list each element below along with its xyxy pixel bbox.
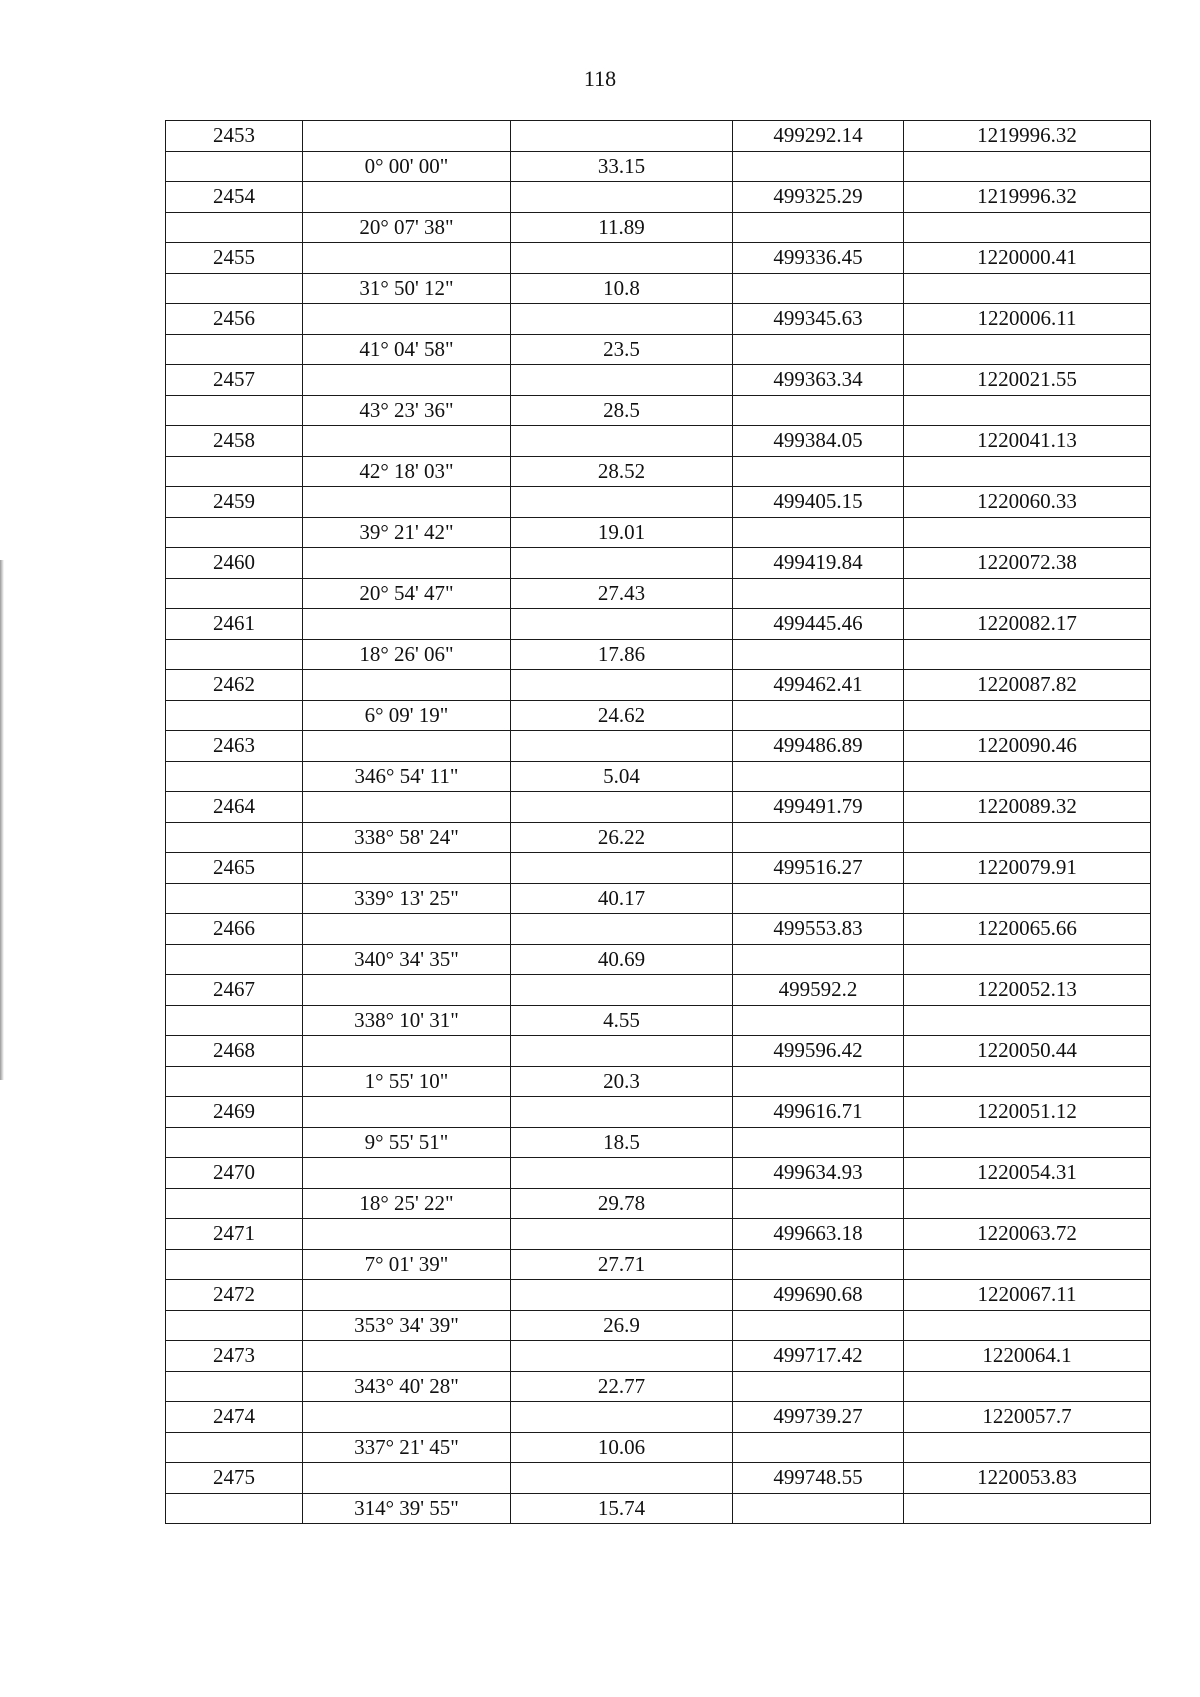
northing-cell: 499363.34 [733,365,904,396]
course-row [166,1432,1151,1463]
empty-cell [166,151,303,182]
empty-cell [303,426,511,457]
bearing-cell: 337° 21' 45" [303,1432,511,1463]
empty-cell [904,1493,1151,1524]
course-row [166,334,1151,365]
empty-cell [166,1188,303,1219]
empty-cell [511,548,733,579]
course-row [166,1371,1151,1402]
station-row [166,1402,1151,1433]
station-cell: 2462 [166,670,303,701]
empty-cell [511,853,733,884]
empty-cell [733,822,904,853]
empty-cell [511,426,733,457]
distance-cell: 28.52 [511,456,733,487]
empty-cell [904,151,1151,182]
station-cell: 2455 [166,243,303,274]
empty-cell [904,883,1151,914]
empty-cell [733,1432,904,1463]
empty-cell [303,1402,511,1433]
easting-cell: 1220050.44 [904,1036,1151,1067]
station-row [166,1036,1151,1067]
empty-cell [511,609,733,640]
empty-cell [733,1371,904,1402]
station-row [166,426,1151,457]
empty-cell [511,1341,733,1372]
bearing-cell: 20° 54' 47" [303,578,511,609]
station-row [166,304,1151,335]
empty-cell [904,1188,1151,1219]
bearing-cell: 43° 23' 36" [303,395,511,426]
station-cell: 2464 [166,792,303,823]
station-row [166,975,1151,1006]
course-row [166,1005,1151,1036]
station-row [166,1341,1151,1372]
station-cell: 2466 [166,914,303,945]
empty-cell [904,456,1151,487]
course-row [166,822,1151,853]
bearing-cell: 1° 55' 10" [303,1066,511,1097]
empty-cell [511,914,733,945]
empty-cell [733,944,904,975]
empty-cell [733,700,904,731]
easting-cell: 1220052.13 [904,975,1151,1006]
station-cell: 2470 [166,1158,303,1189]
distance-cell: 11.89 [511,212,733,243]
station-cell: 2471 [166,1219,303,1250]
easting-cell: 1220060.33 [904,487,1151,518]
empty-cell [303,121,511,152]
empty-cell [904,639,1151,670]
empty-cell [733,639,904,670]
empty-cell [511,182,733,213]
empty-cell [733,1249,904,1280]
distance-cell: 4.55 [511,1005,733,1036]
empty-cell [511,243,733,274]
empty-cell [904,1432,1151,1463]
empty-cell [166,517,303,548]
empty-cell [303,243,511,274]
easting-cell: 1220065.66 [904,914,1151,945]
easting-cell: 1219996.32 [904,121,1151,152]
northing-cell: 499491.79 [733,792,904,823]
empty-cell [733,1188,904,1219]
bearing-cell: 0° 00' 00" [303,151,511,182]
northing-cell: 499462.41 [733,670,904,701]
scan-edge-shadow [0,560,4,1080]
easting-cell: 1220006.11 [904,304,1151,335]
empty-cell [904,761,1151,792]
distance-cell: 40.69 [511,944,733,975]
empty-cell [166,1005,303,1036]
empty-cell [733,578,904,609]
northing-cell: 499325.29 [733,182,904,213]
northing-cell: 499336.45 [733,243,904,274]
empty-cell [303,1097,511,1128]
empty-cell [733,273,904,304]
station-cell: 2472 [166,1280,303,1311]
course-row [166,944,1151,975]
empty-cell [511,670,733,701]
easting-cell: 1220082.17 [904,609,1151,640]
empty-cell [733,1493,904,1524]
course-row [166,212,1151,243]
bearing-cell: 9° 55' 51" [303,1127,511,1158]
course-row [166,456,1151,487]
northing-cell: 499419.84 [733,548,904,579]
station-cell: 2458 [166,426,303,457]
empty-cell [904,1005,1151,1036]
distance-cell: 33.15 [511,151,733,182]
station-row [166,1097,1151,1128]
survey-table-body [166,121,1151,1524]
empty-cell [511,1097,733,1128]
distance-cell: 23.5 [511,334,733,365]
empty-cell [303,304,511,335]
empty-cell [511,731,733,762]
course-row [166,517,1151,548]
empty-cell [166,1249,303,1280]
bearing-cell: 340° 34' 35" [303,944,511,975]
empty-cell [166,578,303,609]
northing-cell: 499663.18 [733,1219,904,1250]
empty-cell [733,151,904,182]
empty-cell [166,700,303,731]
northing-cell: 499553.83 [733,914,904,945]
station-cell: 2469 [166,1097,303,1128]
empty-cell [166,822,303,853]
course-row [166,639,1151,670]
course-row [166,151,1151,182]
empty-cell [166,456,303,487]
empty-cell [733,212,904,243]
bearing-cell: 343° 40' 28" [303,1371,511,1402]
station-row [166,609,1151,640]
bearing-cell: 346° 54' 11" [303,761,511,792]
northing-cell: 499634.93 [733,1158,904,1189]
empty-cell [303,1341,511,1372]
distance-cell: 10.8 [511,273,733,304]
empty-cell [733,517,904,548]
easting-cell: 1220064.1 [904,1341,1151,1372]
station-row [166,121,1151,152]
station-row [166,1280,1151,1311]
empty-cell [166,1371,303,1402]
bearing-cell: 7° 01' 39" [303,1249,511,1280]
northing-cell: 499739.27 [733,1402,904,1433]
empty-cell [511,1280,733,1311]
empty-cell [303,1158,511,1189]
empty-cell [166,395,303,426]
empty-cell [166,1493,303,1524]
empty-cell [733,395,904,426]
empty-cell [303,731,511,762]
empty-cell [303,487,511,518]
bearing-cell: 42° 18' 03" [303,456,511,487]
distance-cell: 29.78 [511,1188,733,1219]
empty-cell [511,304,733,335]
bearing-cell: 353° 34' 39" [303,1310,511,1341]
bearing-cell: 31° 50' 12" [303,273,511,304]
easting-cell: 1220087.82 [904,670,1151,701]
empty-cell [166,639,303,670]
station-row [166,1463,1151,1494]
northing-cell: 499592.2 [733,975,904,1006]
distance-cell: 24.62 [511,700,733,731]
course-row [166,1493,1151,1524]
station-cell: 2468 [166,1036,303,1067]
empty-cell [511,1219,733,1250]
easting-cell: 1220063.72 [904,1219,1151,1250]
course-row [166,761,1151,792]
northing-cell: 499748.55 [733,1463,904,1494]
empty-cell [166,212,303,243]
empty-cell [904,1249,1151,1280]
station-cell: 2461 [166,609,303,640]
empty-cell [511,487,733,518]
empty-cell [511,792,733,823]
empty-cell [511,121,733,152]
northing-cell: 499690.68 [733,1280,904,1311]
bearing-cell: 41° 04' 58" [303,334,511,365]
empty-cell [733,334,904,365]
distance-cell: 40.17 [511,883,733,914]
empty-cell [166,761,303,792]
course-row [166,700,1151,731]
easting-cell: 1220041.13 [904,426,1151,457]
distance-cell: 26.22 [511,822,733,853]
distance-cell: 27.43 [511,578,733,609]
distance-cell: 22.77 [511,1371,733,1402]
empty-cell [904,1066,1151,1097]
empty-cell [303,670,511,701]
empty-cell [904,395,1151,426]
empty-cell [904,1371,1151,1402]
easting-cell: 1219996.32 [904,182,1151,213]
empty-cell [904,944,1151,975]
easting-cell: 1220021.55 [904,365,1151,396]
distance-cell: 19.01 [511,517,733,548]
empty-cell [904,1127,1151,1158]
distance-cell: 26.9 [511,1310,733,1341]
course-row [166,1127,1151,1158]
bearing-cell: 338° 10' 31" [303,1005,511,1036]
easting-cell: 1220079.91 [904,853,1151,884]
station-cell: 2460 [166,548,303,579]
empty-cell [733,1310,904,1341]
easting-cell: 1220053.83 [904,1463,1151,1494]
station-cell: 2475 [166,1463,303,1494]
empty-cell [511,1402,733,1433]
distance-cell: 18.5 [511,1127,733,1158]
empty-cell [511,365,733,396]
distance-cell: 27.71 [511,1249,733,1280]
empty-cell [904,822,1151,853]
empty-cell [303,1280,511,1311]
course-row [166,883,1151,914]
easting-cell: 1220090.46 [904,731,1151,762]
station-cell: 2459 [166,487,303,518]
northing-cell: 499516.27 [733,853,904,884]
station-cell: 2456 [166,304,303,335]
course-row [166,578,1151,609]
empty-cell [733,1066,904,1097]
station-cell: 2463 [166,731,303,762]
bearing-cell: 18° 25' 22" [303,1188,511,1219]
empty-cell [733,1005,904,1036]
page-number: 118 [583,66,617,91]
bearing-cell: 18° 26' 06" [303,639,511,670]
station-cell: 2465 [166,853,303,884]
course-row [166,1188,1151,1219]
northing-cell: 499292.14 [733,121,904,152]
station-row [166,670,1151,701]
empty-cell [303,792,511,823]
empty-cell [303,548,511,579]
empty-cell [303,975,511,1006]
empty-cell [733,761,904,792]
empty-cell [511,1158,733,1189]
empty-cell [166,1127,303,1158]
northing-cell: 499717.42 [733,1341,904,1372]
easting-cell: 1220072.38 [904,548,1151,579]
empty-cell [166,1310,303,1341]
easting-cell: 1220051.12 [904,1097,1151,1128]
station-cell: 2454 [166,182,303,213]
bearing-cell: 20° 07' 38" [303,212,511,243]
bearing-cell: 6° 09' 19" [303,700,511,731]
station-row [166,853,1151,884]
distance-cell: 17.86 [511,639,733,670]
bearing-cell: 338° 58' 24" [303,822,511,853]
empty-cell [303,1219,511,1250]
station-cell: 2467 [166,975,303,1006]
station-row [166,243,1151,274]
empty-cell [511,975,733,1006]
empty-cell [733,456,904,487]
station-row [166,914,1151,945]
empty-cell [303,853,511,884]
station-row [166,182,1151,213]
empty-cell [303,609,511,640]
station-row [166,487,1151,518]
station-row [166,1158,1151,1189]
course-row [166,1249,1151,1280]
northing-cell: 499384.05 [733,426,904,457]
empty-cell [166,334,303,365]
distance-cell: 28.5 [511,395,733,426]
bearing-cell: 339° 13' 25" [303,883,511,914]
station-row [166,792,1151,823]
station-row [166,1219,1151,1250]
northing-cell: 499596.42 [733,1036,904,1067]
northing-cell: 499405.15 [733,487,904,518]
distance-cell: 20.3 [511,1066,733,1097]
empty-cell [303,182,511,213]
empty-cell [904,334,1151,365]
station-cell: 2457 [166,365,303,396]
station-cell: 2453 [166,121,303,152]
easting-cell: 1220089.32 [904,792,1151,823]
distance-cell: 15.74 [511,1493,733,1524]
empty-cell [904,578,1151,609]
empty-cell [904,700,1151,731]
easting-cell: 1220067.11 [904,1280,1151,1311]
distance-cell: 5.04 [511,761,733,792]
empty-cell [166,883,303,914]
empty-cell [303,1036,511,1067]
empty-cell [166,273,303,304]
empty-cell [166,944,303,975]
station-cell: 2473 [166,1341,303,1372]
empty-cell [303,914,511,945]
empty-cell [511,1463,733,1494]
empty-cell [303,365,511,396]
course-row [166,395,1151,426]
bearing-cell: 314° 39' 55" [303,1493,511,1524]
course-row [166,1310,1151,1341]
empty-cell [733,883,904,914]
empty-cell [511,1036,733,1067]
station-row [166,548,1151,579]
easting-cell: 1220000.41 [904,243,1151,274]
northing-cell: 499445.46 [733,609,904,640]
distance-cell: 10.06 [511,1432,733,1463]
course-row [166,1066,1151,1097]
northing-cell: 499486.89 [733,731,904,762]
easting-cell: 1220057.7 [904,1402,1151,1433]
northing-cell: 499616.71 [733,1097,904,1128]
course-row [166,273,1151,304]
survey-coordinates-table [165,120,1151,1524]
empty-cell [166,1432,303,1463]
empty-cell [904,212,1151,243]
empty-cell [166,1066,303,1097]
station-row [166,731,1151,762]
empty-cell [303,1463,511,1494]
northing-cell: 499345.63 [733,304,904,335]
empty-cell [904,517,1151,548]
empty-cell [904,1310,1151,1341]
station-row [166,365,1151,396]
bearing-cell: 39° 21' 42" [303,517,511,548]
empty-cell [904,273,1151,304]
empty-cell [733,1127,904,1158]
easting-cell: 1220054.31 [904,1158,1151,1189]
station-cell: 2474 [166,1402,303,1433]
